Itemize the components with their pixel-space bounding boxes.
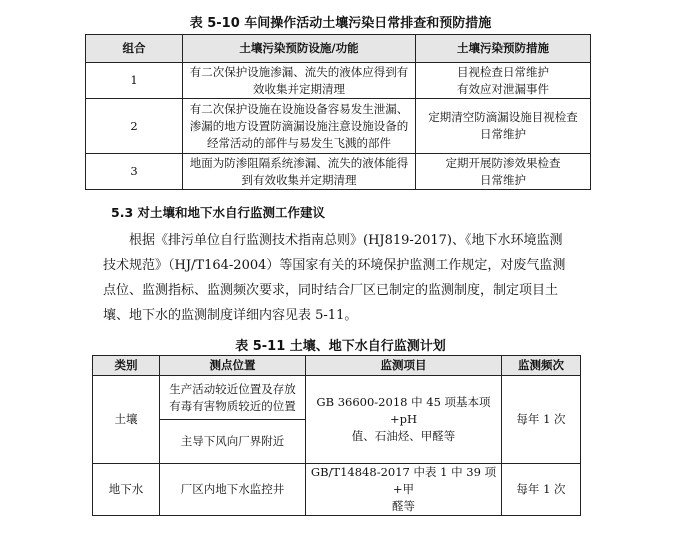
measure-line: 日常维护 [480,127,526,141]
facility-cell [183,63,416,99]
items-line: GB/T14848-2017 中表 1 中 39 项+甲 [310,465,497,496]
paragraph-line: 点位、监测指标、监测频次要求，同时结合厂区已制定的监测制度，制定项目土 [103,283,559,298]
items-cell [306,464,502,516]
measure-cell [416,99,591,154]
header-category: 类别 [93,356,160,376]
measure-cell [416,154,591,190]
items-line: 值、石油烃、甲醛等 [351,429,456,443]
frequency-cell: 每年 1 次 [502,376,581,464]
facility-line: 到有效收集并定期清理 [241,172,357,187]
measure-line: 日常维护 [480,172,526,187]
items-cell [306,376,502,464]
header-items: 监测项目 [306,356,502,376]
monitoring-plan-table [92,355,581,516]
paragraph-line: 壤、地下水的监测制度详细内容见表 5-11。 [103,308,358,323]
header-group: 组合 [86,35,183,63]
location-line: 有毒有害物质较近的位置 [169,398,296,413]
group-cell: 3 [86,154,183,190]
measure-line: 定期开展防渗效果检查 [445,155,561,170]
header-facility: 土壤污染预防设施/功能 [183,35,416,63]
facility-line: 地面为防渗阻隔系统渗漏、流失的液体能得 [189,155,409,170]
group-cell: 1 [86,63,183,99]
location-cell [160,376,306,420]
facility-line: 有二次保护设施在设施设备容易发生泄漏、 [189,101,409,116]
location-cell: 厂区内地下水监控井 [160,464,306,516]
measure-line: 定期清空防滴漏设施目视检查 [428,110,578,124]
category-cell: 土壤 [93,376,160,464]
location-cell: 主导下风向厂界附近 [160,420,306,464]
facility-line: 效收集并定期清理 [253,81,345,96]
section-heading: 5.3 对土壤和地下水自行监测工作建议 [111,205,325,220]
header-measure: 土壤污染预防措施 [416,35,591,63]
measure-cell [416,63,591,99]
category-cell: 地下水 [93,464,160,516]
facility-line: 经常活动的部件与易发生飞溅的部件 [207,135,391,150]
facility-cell [183,154,416,190]
table-5-11-title: 表 5-11 土壤、地下水自行监测计划 [235,339,446,354]
facility-line: 渗漏的地方设置防滴漏设施注意设施设备的 [189,118,409,133]
location-line: 生产活动较近位置及存放 [169,381,296,396]
table-5-10-title: 表 5-10 车间操作活动土壤污染日常排查和预防措施 [189,16,492,31]
frequency-cell: 每年 1 次 [502,464,581,516]
table-row [86,63,591,99]
table-row [86,154,591,190]
table-row [93,376,581,420]
section-paragraph [103,228,593,328]
pollution-prevention-table [85,34,591,190]
table-row [86,99,591,154]
group-cell: 2 [86,99,183,154]
table-row [93,464,581,516]
header-frequency: 监测频次 [502,356,581,376]
items-line: 醛等 [392,499,415,513]
facility-line: 有二次保护设施渗漏、流失的液体应得到有 [189,64,409,79]
facility-cell [183,99,416,154]
items-line: GB 36600-2018 中 45 项基本项+pH [316,395,491,426]
measure-line: 有效应对泄漏事件 [457,81,549,96]
header-location: 测点位置 [160,356,306,376]
paragraph-line: 技术规范》（HJ/T164-2004）等国家有关的环境保护监测工作规定，对废气监测 [103,258,566,273]
measure-line: 目视检查日常维护 [457,64,549,79]
paragraph-line: 根据《排污单位自行监测技术指南总则》(HJ819-2017)、《地下水环境监测 [129,233,563,248]
